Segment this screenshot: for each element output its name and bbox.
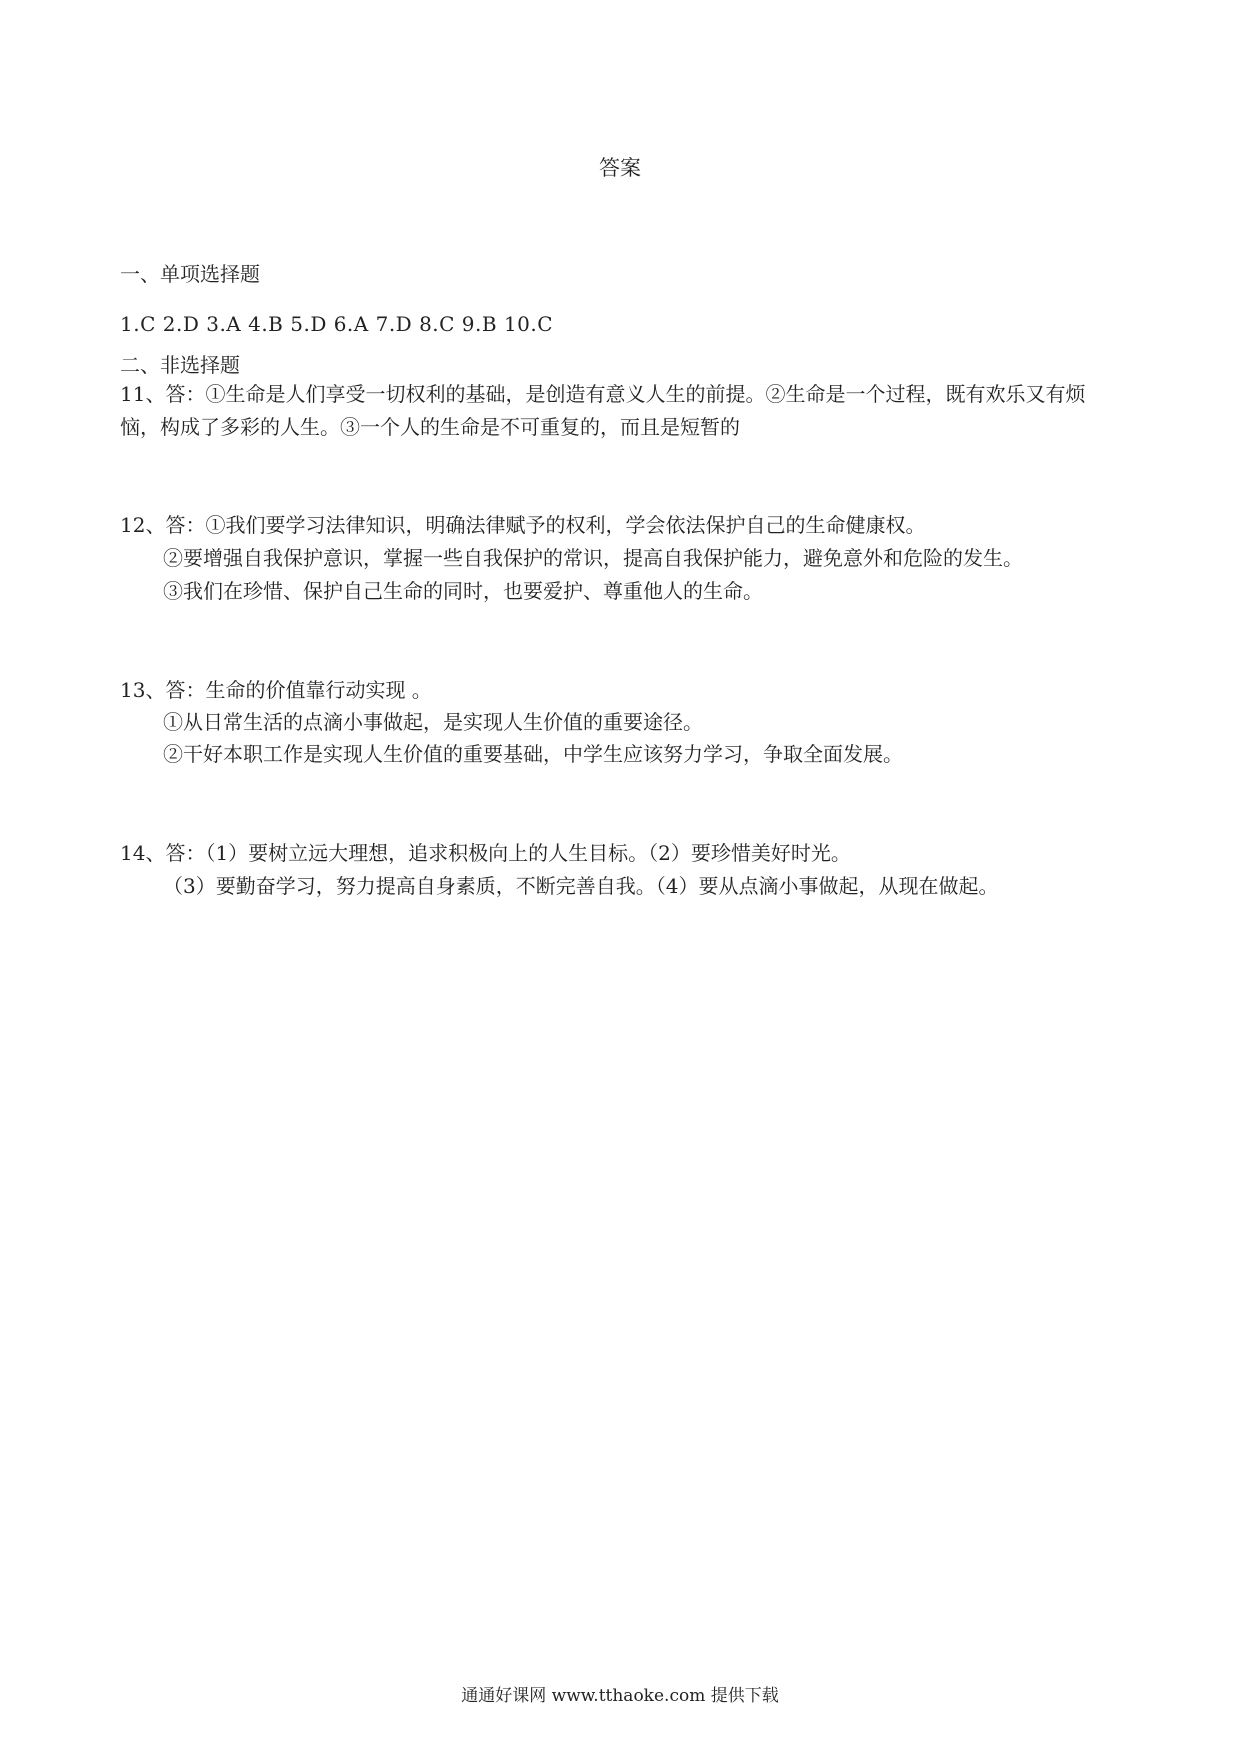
- answer-13-line-1: 13、答：生命的价值靠行动实现 。: [120, 678, 432, 702]
- footer-download-note: 通通好课网 www.tthaoke.com 提供下载: [461, 1686, 779, 1706]
- answer-11: 11、答：①生命是人们享受一切权利的基础，是创造有意义人生的前提。②生命是一个过程，既有欢乐又有烦恼，构成了多彩的人生。③一个人的生命是不可重复的，而且是短暂的: [120, 382, 1086, 439]
- answer-12-line-2: ②要增强自我保护意识，掌握一些自我保护的常识，提高自我保护能力，避免意外和危险的发生。: [163, 546, 1023, 570]
- answer-13-line-2: ①从日常生活的点滴小事做起，是实现人生价值的重要途径。: [163, 710, 703, 734]
- single-choice-answers: 1.C 2.D 3.A 4.B 5.D 6.A 7.D 8.C 9.B 10.C: [120, 312, 554, 336]
- answer-14-line-2: （3）要勤奋学习，努力提高自身素质，不断完善自我。（4）要从点滴小事做起，从现在做起。: [163, 874, 999, 898]
- answer-12-line-3: ③我们在珍惜、保护自己生命的同时，也要爱护、尊重他人的生命。: [163, 579, 763, 603]
- answer-14-line-1: 14、答：（1）要树立远大理想，追求积极向上的人生目标。（2）要珍惜美好时光。: [120, 841, 851, 865]
- section-heading-single-choice: 一、单项选择题: [120, 262, 260, 286]
- answer-12-line-1: 12、答：①我们要学习法律知识，明确法律赋予的权利，学会依法保护自己的生命健康权。: [120, 513, 926, 537]
- section-heading-non-choice: 二、非选择题: [120, 353, 240, 377]
- answer-13-line-3: ②干好本职工作是实现人生价值的重要基础，中学生应该努力学习，争取全面发展。: [163, 742, 903, 766]
- page-title: 答案: [599, 156, 641, 180]
